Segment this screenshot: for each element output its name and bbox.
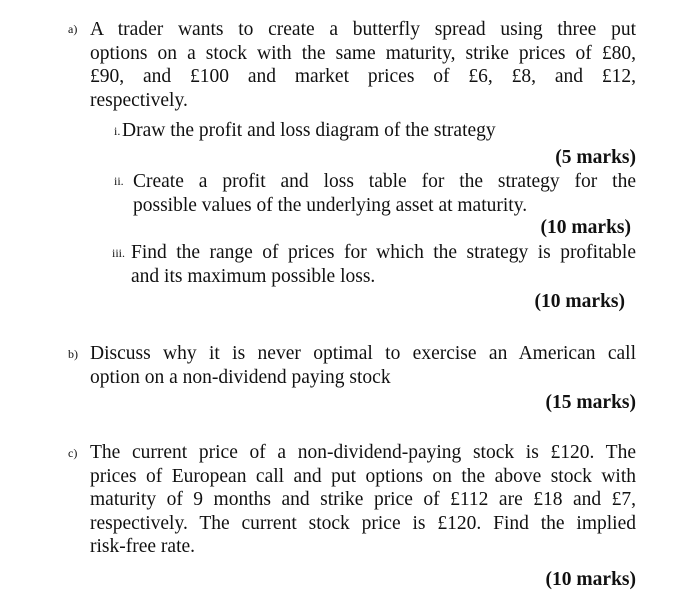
- question-a-line-3: £90, and £100 and market prices of £6, £8, and £12,: [90, 66, 636, 87]
- question-a-line-1: A trader wants to create a butterfly spread using three put: [90, 19, 636, 40]
- question-c-marks: (10 marks): [545, 569, 636, 590]
- question-c-line-5: risk-free rate.: [90, 536, 196, 557]
- part-ii-label: ii.: [114, 174, 124, 188]
- part-i-marks: (5 marks): [555, 147, 636, 168]
- part-iii-label: iii.: [112, 246, 126, 260]
- question-b-marks: (15 marks): [545, 392, 636, 413]
- question-a-label: a): [68, 22, 78, 36]
- part-ii-text: [133, 170, 636, 217]
- question-a-line-2: options on a stock with the same maturity, strike prices of £80,: [90, 42, 636, 64]
- question-a-line-4: respectively.: [90, 89, 188, 111]
- part-ii-line-2: possible values of the underlying asset at maturity.: [133, 194, 528, 216]
- part-i-line-1: Draw the profit and loss diagram of the strategy: [122, 120, 496, 141]
- question-c-line-4: respectively. The current stock price is £120. Find the implied: [90, 512, 636, 534]
- part-i-label: i.: [114, 124, 121, 138]
- part-iii-text: [131, 241, 636, 288]
- question-c-text: [90, 441, 636, 559]
- part-iii-line-1: Find the range of prices for which the strategy is profitable: [131, 242, 636, 263]
- part-i-text: [122, 119, 632, 143]
- question-c-line-2: prices of European call and put options on the above stock with: [90, 465, 636, 487]
- question-b-label: b): [68, 347, 78, 361]
- question-b-line-1: Discuss why it is never optimal to exercise an American call: [90, 343, 636, 364]
- question-c-label: c): [68, 446, 78, 460]
- part-ii-marks: (10 marks): [540, 217, 631, 238]
- question-a-text: [90, 18, 636, 112]
- question-b-text: [90, 342, 636, 389]
- part-iii-marks: (10 marks): [534, 291, 625, 312]
- question-c-line-3: maturity of 9 months and strike price of £112 are £18 and £7,: [90, 489, 636, 510]
- part-iii-line-2: and its maximum possible loss.: [131, 265, 376, 287]
- part-ii-line-1: Create a profit and loss table for the strategy for the: [133, 171, 636, 192]
- question-c-line-1: The current price of a non-dividend-paying stock is £120. The: [90, 442, 636, 463]
- question-b-line-2: option on a non-dividend paying stock: [90, 366, 391, 388]
